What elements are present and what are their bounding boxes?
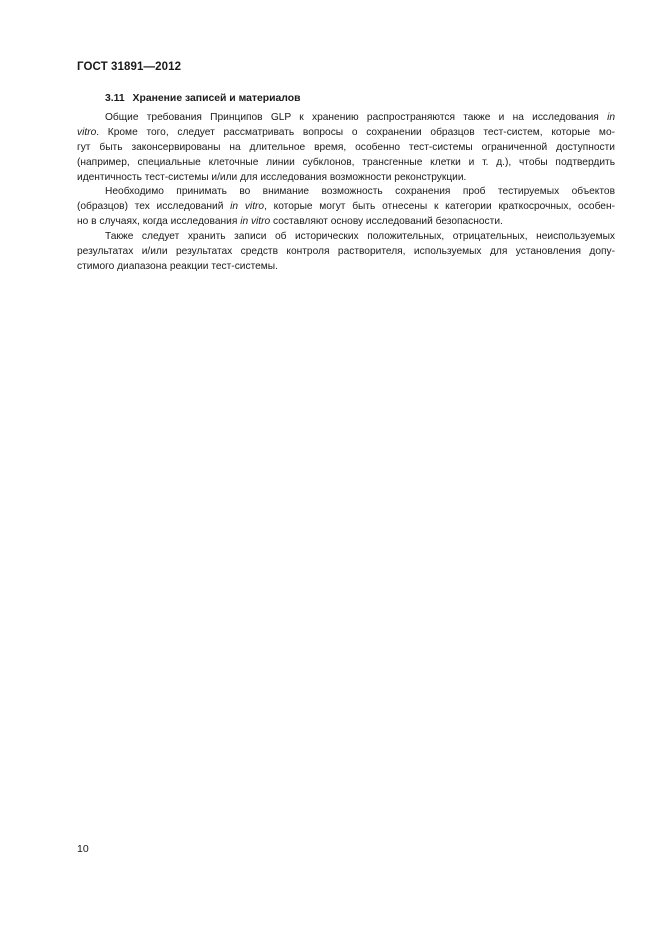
text-segment: гут быть законсервированы на длительное время, особенно тест-системы ограниченной доступности xyxy=(77,141,615,153)
text-segment: стимого диапазона реакции тест-системы. xyxy=(77,260,278,272)
text-segment: Общие требования Принципов GLP к хранению распространяются также и на исследования xyxy=(105,112,608,123)
document-body xyxy=(77,93,615,275)
section-number: 3.11 xyxy=(105,93,125,104)
text-line xyxy=(77,215,615,230)
section-heading xyxy=(77,93,615,104)
text-line xyxy=(77,245,615,260)
text-line xyxy=(77,156,615,171)
paragraph xyxy=(77,230,615,275)
document-code: ГОСТ 31891—2012 xyxy=(77,61,182,73)
text-segment: (образцов) тех исследований xyxy=(77,201,231,213)
text-segment: Также следует хранить записи об исторических положительных, отрицательных, неиспользуемых xyxy=(105,231,615,243)
text-segment: составляют основу исследований безопасности. xyxy=(270,216,503,228)
text-line xyxy=(77,141,615,156)
italic-text: in vitro xyxy=(230,201,265,213)
text-segment: идентичность тест-системы и/или для исследования возможности реконструкции. xyxy=(77,171,467,183)
page-number: 10 xyxy=(77,843,89,855)
italic-text: in xyxy=(607,112,615,123)
text-segment: Необходимо принимать во внимание возможность сохранения проб тестируемых объектов xyxy=(105,186,615,198)
text-segment: результатах и/или результатах средств контроля растворителя, используемых для установления допу- xyxy=(77,246,615,258)
text-line xyxy=(77,111,615,126)
paragraph xyxy=(77,185,615,230)
text-segment: , которые могут быть отнесены к категории краткосрочных, особен- xyxy=(264,201,615,213)
italic-text: vitro xyxy=(77,126,97,138)
text-line xyxy=(77,230,615,245)
text-segment: . Кроме того, следует рассматривать вопросы о сохранении образцов тест-систем, которые мо- xyxy=(96,126,615,138)
text-segment: (например, специальные клеточные линии субклонов, трансгенные клетки и т. д.), чтобы подтвердить xyxy=(77,156,615,168)
section-title: Хранение записей и материалов xyxy=(132,93,301,104)
text-line xyxy=(77,171,615,186)
text-line xyxy=(77,185,615,200)
section-paragraphs xyxy=(77,111,615,275)
paragraph xyxy=(77,111,615,185)
text-line xyxy=(77,126,615,141)
italic-text: in vitro xyxy=(240,216,271,228)
text-line xyxy=(77,260,615,275)
text-line xyxy=(77,200,615,215)
text-segment: но в случаях, когда исследования xyxy=(77,216,241,228)
